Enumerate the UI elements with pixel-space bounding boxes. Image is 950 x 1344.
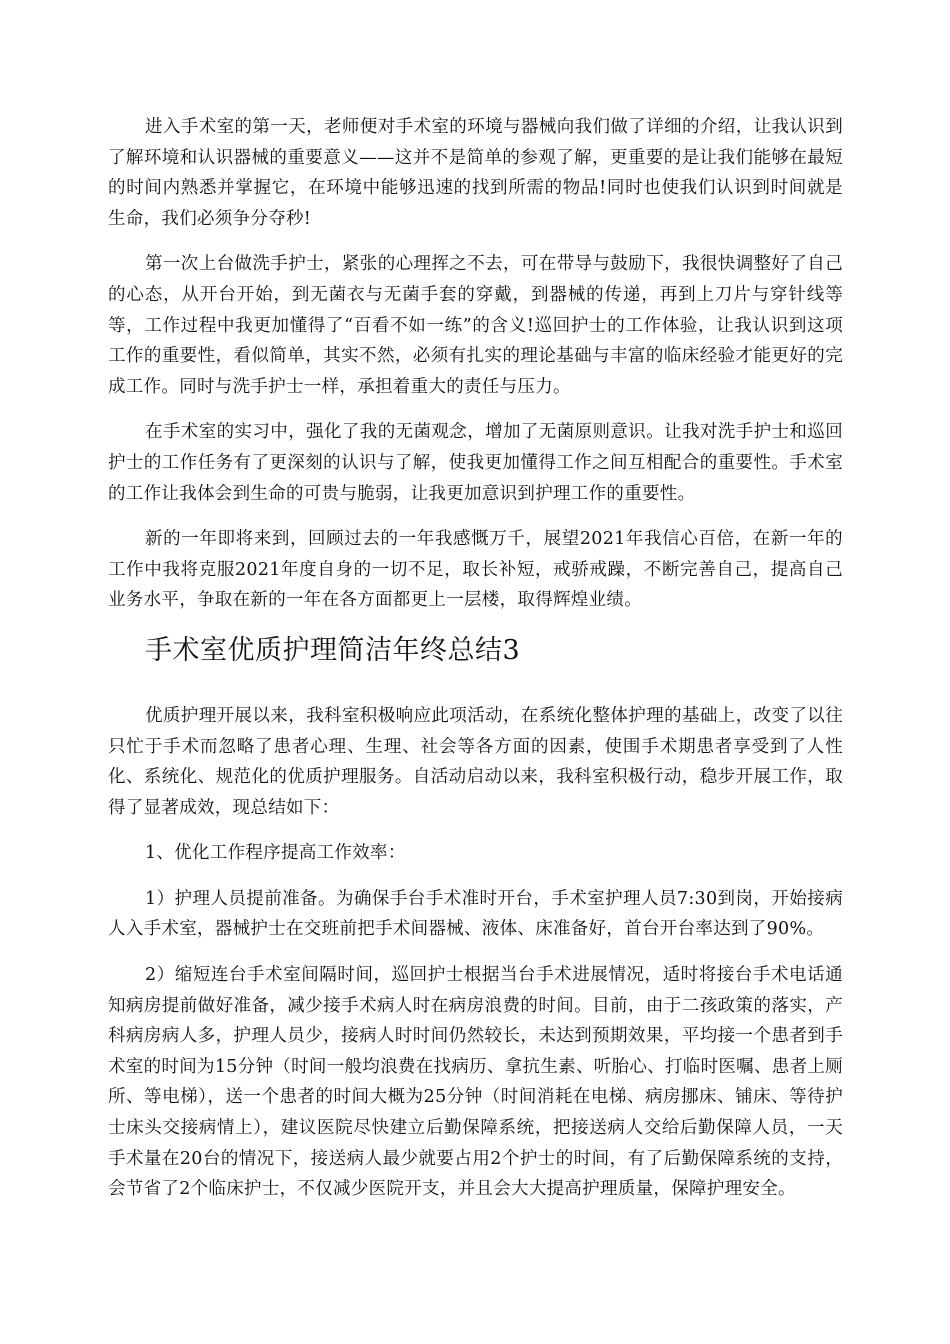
list-item-optimize-workflow: 1、优化工作程序提高工作效率： [145, 843, 406, 864]
paragraph-sterile-concept: 在手术室的实习中，强化了我的无菌观念，增加了无菌原则意识。让我对洗手护士和巡回护士的工作任务有了更深刻的认识与了解，使我更加懂得工作之间互相配合的重要性。手术室的工作让我体会到生命的可贵与脆弱，让我更加意识到护理工作的重要性。 [108, 422, 843, 504]
document-page [108, 112, 843, 1220]
paragraph-first-day: 进入手术室的第一天，老师便对手术室的环境与器械向我们做了详细的介绍，让我认识到了解环境和认识器械的重要意义——这并不是简单的参观了解，更重要的是让我们能够在最短的时间内熟悉并掌握它，在环境中能够迅速的找到所需的物品!同时也使我们认识到时间就是生命，我们必须争分夺秒! [108, 117, 843, 229]
paragraph-scrub-nurse: 第一次上台做洗手护士，紧张的心理挥之不去，可在带导与鼓励下，我很快调整好了自己的心态，从开台开始，到无菌衣与无菌手套的穿戴，到器械的传递，再到上刀片与穿针线等等，工作过程中我更加懂得了“百看不如一练”的含义!巡回护士的工作体验，让我认识到这项工作的重要性，看似简单，其实不然，必须有扎实的理论基础与丰富的临床经验才能更好的完成工作。同时与洗手护士一样，承担着重大的责任与压力。 [108, 254, 843, 397]
paragraph-new-year: 新的一年即将来到，回顾过去的一年我感慨万千，展望2021年我信心百倍，在新一年的工作中我将克服2021年度自身的一切不足，取长补短，戒骄戒躁，不断完善自己，提高自己业务水平，争取在新的一年在各方面都更上一层楼，取得辉煌业绩。 [108, 529, 843, 611]
list-item-early-preparation: 1）护理人员提前准备。为确保手台手术准时开台，手术室护理人员7:30到岗，开始接病人入手术室，器械护士在交班前把手术间器械、液体、床准备好，首台开台率达到了90%。 [108, 888, 843, 940]
list-item-shorten-interval: 2）缩短连台手术室间隔时间，巡回护士根据当台手术进展情况，适时将接台手术电话通知病房提前做好准备，减少接手术病人时在病房浪费的时间。目前，由于二孩政策的落实，产科病房病人多，护理人员少，接病人时时间仍然较长，未达到预期效果，平均接一个患者到手术室的时间为15分钟（时间一般均浪费在找病历、拿抗生素、听胎心、打临时医嘱、患者上厕所、等电梯），送一个患者的时间大概为25分钟（时间消耗在电梯、病房挪床、铺床、等待护士床头交接病情上），建议医院尽快建立后勤保障系统，把接送病人交给后勤保障人员，一天手术量在20台的情况下，接送病人最少就要占用2个护士的时间，有了后勤保障系统的支持，会节省了2个临床护士，不仅减少医院开支，并且会大大提高护理质量，保障护理安全。 [108, 965, 843, 1200]
section-heading: 手术室优质护理简洁年终总结3 [145, 634, 521, 666]
paragraph-quality-care-intro: 优质护理开展以来，我科室积极响应此项活动，在系统化整体护理的基础上，改变了以往只忙于手术而忽略了患者心理、生理、社会等各方面的因素，使围手术期患者享受到了人性化、系统化、规范化的优质护理服务。自活动启动以来，我科室积极行动，稳步开展工作，取得了显著成效，现总结如下： [108, 705, 843, 818]
